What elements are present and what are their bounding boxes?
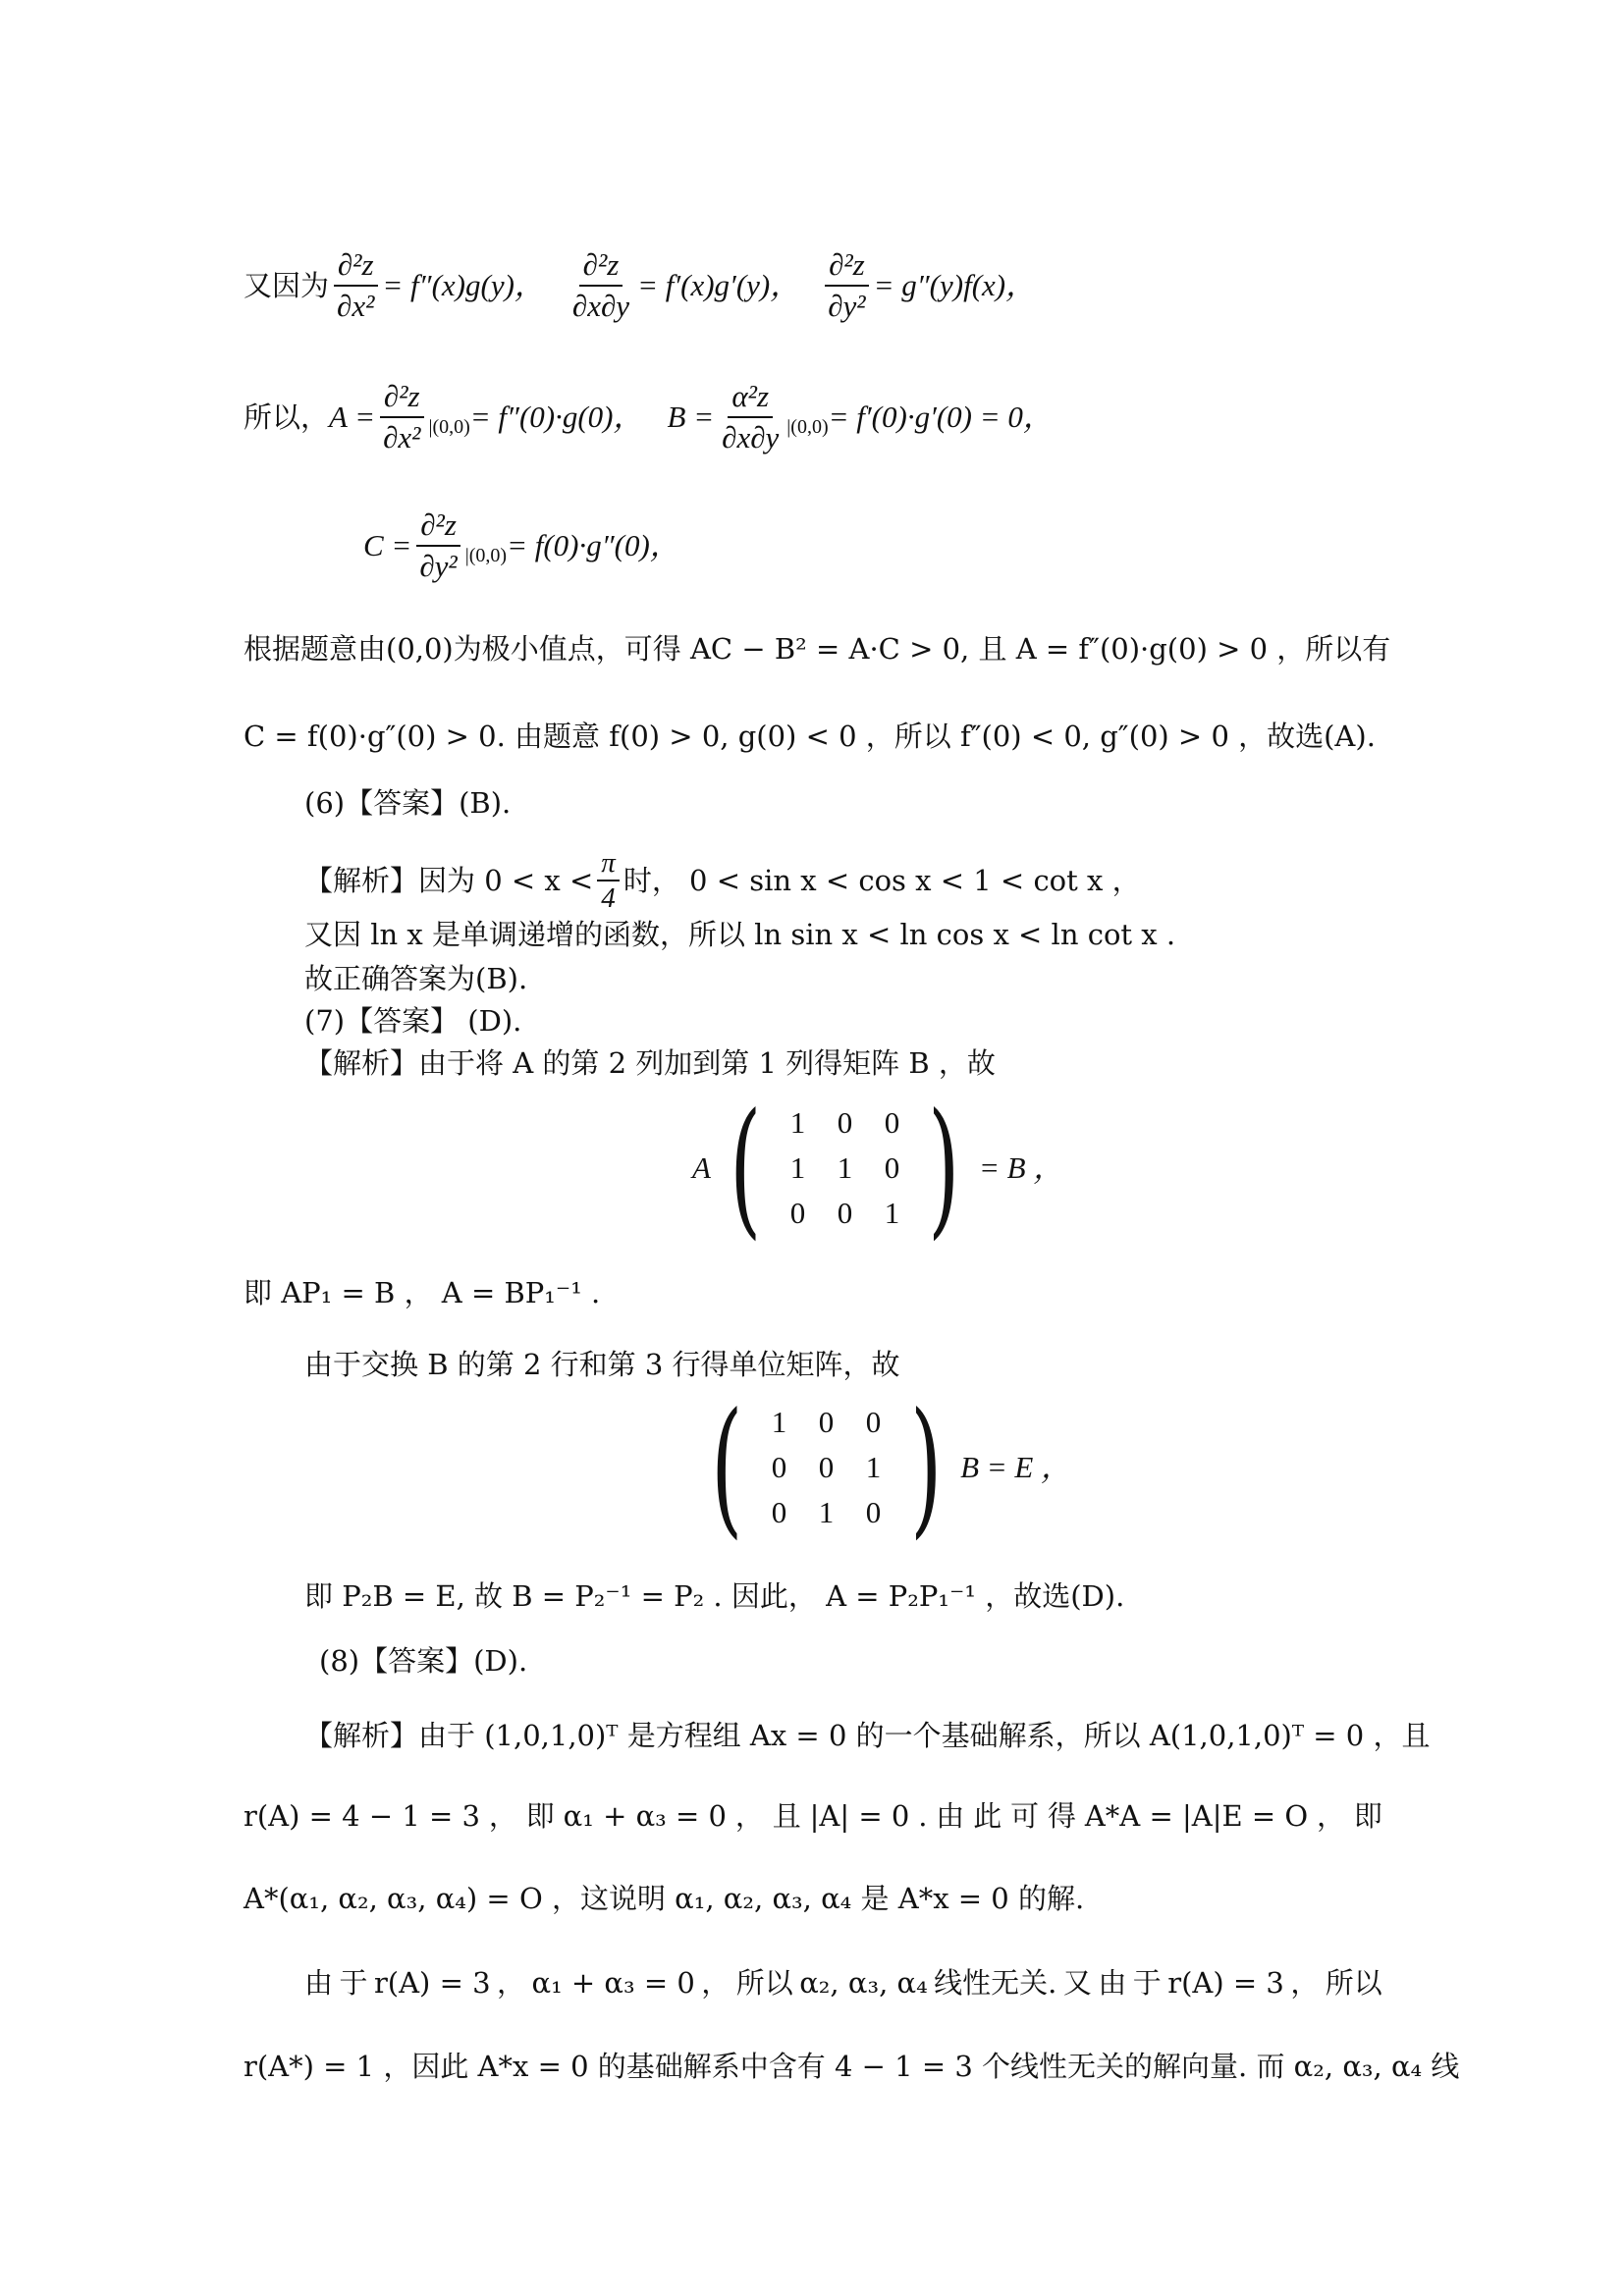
right-paren: ) (909, 1382, 942, 1553)
evaluation-bar: |(0,0) (464, 545, 508, 566)
fraction-denominator: ∂x∂y (571, 289, 630, 323)
line-part: 且 (772, 1799, 801, 1833)
line-part: r(A) = 3 (1167, 1966, 1284, 2000)
matrix-cell: 0 (865, 1495, 882, 1529)
line-part: ， (1317, 1799, 1346, 1833)
math-expr: = B ， (979, 1150, 1064, 1185)
math-expr: B = E ， (960, 1450, 1072, 1484)
fraction-numerator: ∂²z (825, 245, 869, 287)
answer-heading: (8)【答案】(D). (319, 1644, 528, 1678)
matrix-cell: 1 (884, 1196, 900, 1230)
line-justified (244, 1796, 1382, 1836)
line-text: 故正确答案为(B). (304, 962, 528, 995)
line-text: 【解析】由于 (1,0,1,0)ᵀ 是方程组 Ax = 0 的一个基础解系，所以 A(1,0,1,0)ᵀ = 0 ，且 (304, 1719, 1431, 1752)
matrix-grid (774, 1103, 915, 1233)
fraction (415, 506, 460, 586)
line-part: 所以 (735, 1966, 793, 2000)
line-part: 又 (1062, 1966, 1092, 2000)
matrix-cell: 0 (771, 1495, 787, 1529)
matrix-cell: 0 (789, 1196, 806, 1230)
fraction-numerator: ∂²z (579, 245, 623, 287)
fraction-denominator: ∂x² (337, 289, 375, 323)
line-analysis-6 (304, 846, 1141, 915)
line-text: C = f(0)·g″(0) > 0. 由题意 f(0) > 0, g(0) < 0 ，所以 f″(0) < 0, g″(0) > 0 ，故选(A). (244, 720, 1376, 753)
line-text: 又因 ln x 是单调递增的函数，所以 ln sin x < ln cos x < ln cot x . (304, 918, 1176, 951)
line-part: 即 (1353, 1799, 1382, 1833)
math-expr: = f″(x)g(y)， (382, 268, 545, 302)
right-paren: ) (928, 1083, 960, 1254)
line-text: r(A*) = 1 ，因此 A*x = 0 的基础解系中含有 4 − 1 = 3 个线性无关的解向量. 而 α₂, α₃, α₄ 线 (244, 2050, 1460, 2083)
text: 【解析】因为 0 < x < (304, 864, 594, 897)
line-part: α₁ + α₃ = 0 (531, 1966, 695, 2000)
fraction-denominator: ∂y² (828, 289, 866, 323)
matrix-equation-1 (692, 1083, 1064, 1254)
matrix-cell: 0 (771, 1450, 787, 1484)
text: 又因为 (244, 269, 330, 302)
math-expr: B = (667, 400, 715, 434)
line-part: ， (701, 1966, 731, 2000)
line-part: 线性无关. (934, 1966, 1057, 2000)
math-expr: = g″(y)f(x)， (873, 268, 1037, 302)
fraction (597, 846, 620, 915)
left-paren: ( (711, 1382, 743, 1553)
matrix-cell: 1 (865, 1450, 882, 1484)
matrix-cell: 0 (837, 1196, 853, 1230)
matrix-cell: 1 (789, 1150, 806, 1185)
line-text: A*(α₁, α₂, α₃, α₄) = O ，这说明 α₁, α₂, α₃, α₄ 是 A*x = 0 的解. (244, 1882, 1085, 1915)
left-paren: ( (730, 1083, 762, 1254)
math-expr: = f″(0)·g(0)， (469, 400, 644, 434)
matrix-cell: 1 (789, 1105, 806, 1140)
line-c-value (363, 506, 680, 586)
fraction (333, 245, 378, 326)
fraction-numerator: ∂²z (416, 506, 460, 547)
fraction (824, 245, 869, 326)
line-text: 【解析】由于将 A 的第 2 列加到第 1 列得矩阵 B ，故 (304, 1046, 996, 1080)
line-part: 由 (304, 1966, 334, 2000)
matrix-cell: 1 (837, 1150, 853, 1185)
matrix-cell: 0 (818, 1450, 835, 1484)
line-part: α₂, α₃, α₄ (799, 1966, 928, 2000)
line-text: 由于交换 B 的第 2 行和第 3 行得单位矩阵，故 (304, 1348, 900, 1381)
answer-heading: (7)【答案】 (D). (304, 1004, 522, 1038)
fraction-numerator: π (597, 846, 620, 881)
line-part: |A| = 0 (809, 1799, 910, 1833)
line-part: 此 (973, 1799, 1002, 1833)
math-expr: = f(0)·g″(0)， (507, 528, 680, 562)
line-part: 由 (1098, 1966, 1127, 2000)
line-part: A*A = |A|E = O (1084, 1799, 1309, 1833)
line-part: ， (1290, 1966, 1320, 2000)
evaluation-bar: |(0,0) (428, 416, 470, 438)
line-part: 由 (936, 1799, 965, 1833)
line-second-derivatives (244, 245, 1036, 326)
line-text: 根据题意由(0,0)为极小值点，可得 AC − B² = A·C > 0, 且 A = f″(0)·g(0) > 0 ，所以有 (244, 632, 1391, 666)
math-expr: = f′(0)·g′(0) = 0， (828, 400, 1054, 434)
line-part: ， (488, 1799, 517, 1833)
matrix-cell: 1 (818, 1495, 835, 1529)
math-expr: A = (329, 400, 376, 434)
matrix-cell: 0 (837, 1105, 853, 1140)
fraction-numerator: ∂²z (334, 245, 378, 287)
math-expr: A (692, 1150, 711, 1185)
line-text: 即 P₂B = E, 故 B = P₂⁻¹ = P₂ . 因此， A = P₂P₁⁻¹ ，故选(D). (304, 1579, 1125, 1613)
line-part: 于 (1132, 1966, 1162, 2000)
math-expr: C = (363, 528, 412, 562)
line-part: 即 (525, 1799, 555, 1833)
line-part: α₁ + α₃ = 0 (563, 1799, 727, 1833)
line-a-b-values (244, 377, 1054, 457)
fraction-numerator: ∂²z (380, 377, 424, 418)
fraction-denominator: ∂y² (419, 549, 458, 583)
matrix (717, 1083, 973, 1254)
fraction-denominator: ∂x² (383, 420, 421, 454)
fraction (379, 377, 424, 457)
matrix-grid (756, 1403, 897, 1532)
matrix-cell: 0 (865, 1405, 882, 1439)
line-part: r(A) = 3 (373, 1966, 491, 2000)
line-part: . (918, 1799, 928, 1833)
line-part: r(A) = 4 − 1 = 3 (244, 1799, 480, 1833)
fraction (568, 245, 633, 326)
line-justified (304, 1963, 1382, 2002)
fraction (718, 377, 783, 457)
text: 所以， (244, 400, 330, 434)
text: 时， 0 < sin x < cos x < 1 < cot x ， (623, 864, 1141, 897)
evaluation-bar: |(0,0) (786, 416, 829, 438)
matrix (698, 1382, 954, 1553)
line-text: 即 AP₁ = B ， A = BP₁⁻¹ . (244, 1276, 601, 1309)
answer-heading: (6)【答案】(B). (304, 786, 512, 820)
matrix-equation-2 (692, 1382, 1072, 1553)
line-part: 得 (1047, 1799, 1076, 1833)
line-part: 可 (1010, 1799, 1040, 1833)
line-part: 于 (339, 1966, 368, 2000)
matrix-cell: 0 (884, 1150, 900, 1185)
line-part: ， (497, 1966, 526, 2000)
line-part: 所以 (1325, 1966, 1382, 2000)
matrix-cell: 1 (771, 1405, 787, 1439)
matrix-cell: 0 (818, 1405, 835, 1439)
math-expr: = f′(x)g′(y)， (637, 268, 801, 302)
matrix-cell: 0 (884, 1105, 900, 1140)
fraction-denominator: 4 (601, 882, 616, 914)
line-part: ， (734, 1799, 764, 1833)
fraction-denominator: ∂x∂y (722, 420, 780, 454)
fraction-numerator: α²z (728, 377, 773, 418)
